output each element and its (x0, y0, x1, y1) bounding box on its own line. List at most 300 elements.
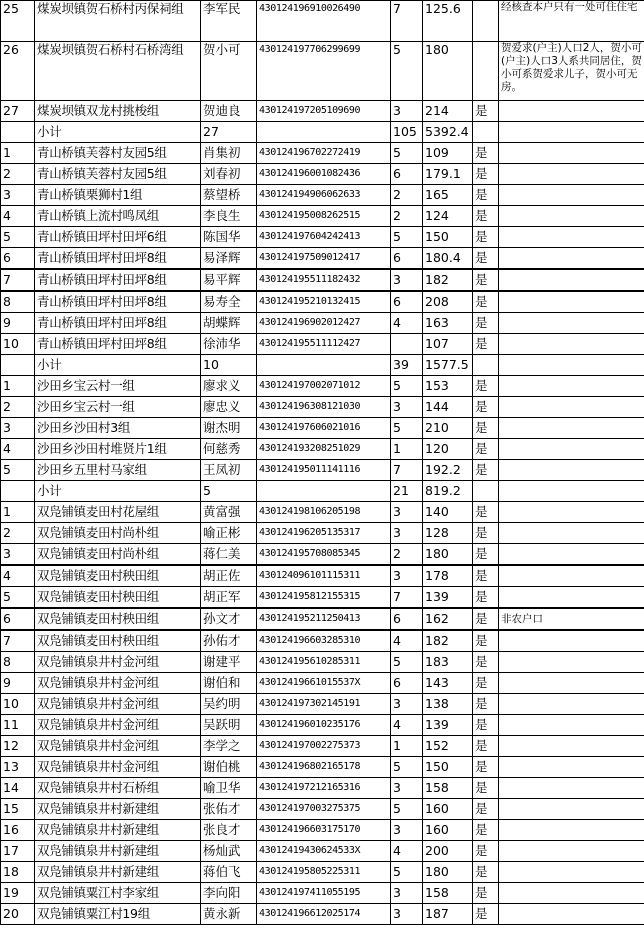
table-row (1, 334, 644, 355)
household-size-cell: 5 (391, 376, 423, 397)
remark-cell (499, 757, 644, 778)
confirmed-flag-cell: 是 (473, 673, 499, 694)
area-cell: 214 (423, 101, 473, 122)
household-size-cell: 3 (391, 820, 423, 841)
area-cell: 150 (423, 227, 473, 248)
confirmed-flag-cell: 是 (473, 101, 499, 122)
address-cell: 双凫铺镇泉井村新建组 (35, 841, 201, 862)
address-cell: 沙田乡沙田村堆贤片1组 (35, 439, 201, 460)
area-cell: 124 (423, 206, 473, 227)
address-cell: 双凫铺镇泉井村新建组 (35, 862, 201, 883)
table-row (1, 630, 644, 652)
remark-cell (499, 481, 644, 502)
remark-cell (499, 355, 644, 376)
address-cell: 双凫铺镇麦田村尚朴组 (35, 523, 201, 544)
remark-cell (499, 694, 644, 715)
row-number: 1 (1, 376, 35, 397)
confirmed-flag-cell: 是 (473, 418, 499, 439)
address-cell: 煤炭坝镇贺石桥村丙保祠组 (35, 1, 201, 42)
remark-cell (499, 206, 644, 227)
confirmed-flag-cell (473, 355, 499, 376)
id-number-cell: 430124196308121030 (257, 397, 391, 418)
row-number: 8 (1, 291, 35, 313)
row-number: 7 (1, 269, 35, 291)
address-cell: 双凫铺镇泉井村金河组 (35, 736, 201, 757)
household-size-cell: 1 (391, 439, 423, 460)
remark-cell (499, 652, 644, 673)
remark-cell (499, 841, 644, 862)
address-cell: 青山桥镇田坪村田坪8组 (35, 313, 201, 334)
id-number-cell: 430124197212165316 (257, 778, 391, 799)
confirmed-flag-cell: 是 (473, 778, 499, 799)
remark-cell (499, 544, 644, 566)
id-number-cell: 430124196205135317 (257, 523, 391, 544)
remark-cell (499, 799, 644, 820)
area-cell: 210 (423, 418, 473, 439)
row-number: 2 (1, 397, 35, 418)
remark-cell (499, 883, 644, 904)
address-cell: 青山桥镇田坪村田坪8组 (35, 334, 201, 355)
address-cell: 双凫铺镇麦田村秧田组 (35, 565, 201, 587)
address-cell: 双凫铺镇麦田村尚朴组 (35, 544, 201, 566)
confirmed-flag-cell: 是 (473, 757, 499, 778)
table-row (1, 841, 644, 862)
household-size-cell: 3 (391, 397, 423, 418)
address-cell: 双凫铺镇泉井村金河组 (35, 757, 201, 778)
remark-cell (499, 291, 644, 313)
name-cell: 贺小可 (201, 42, 257, 101)
confirmed-flag-cell (473, 1, 499, 42)
household-size-cell: 5 (391, 143, 423, 164)
id-number-cell: 430124195708085345 (257, 544, 391, 566)
remark-cell (499, 376, 644, 397)
table-row (1, 778, 644, 799)
name-cell: 蒋仁美 (201, 544, 257, 566)
household-size-cell: 4 (391, 841, 423, 862)
table-row (1, 565, 644, 587)
id-number-cell: 430124195210132415 (257, 291, 391, 313)
area-cell: 819.2 (423, 481, 473, 502)
table-body (1, 1, 644, 925)
confirmed-flag-cell: 是 (473, 630, 499, 652)
subtotal-row (1, 355, 644, 376)
table-row (1, 269, 644, 291)
table-row (1, 694, 644, 715)
name-cell: 谢伯桃 (201, 757, 257, 778)
address-cell: 双凫铺镇泉井村金河组 (35, 694, 201, 715)
id-number-cell: 430124196802165178 (257, 757, 391, 778)
household-size-cell: 5 (391, 799, 423, 820)
household-size-cell: 7 (391, 587, 423, 609)
confirmed-flag-cell: 是 (473, 164, 499, 185)
household-size-cell: 3 (391, 502, 423, 523)
row-number: 25 (1, 1, 35, 42)
id-number-cell (257, 122, 391, 143)
household-size-cell: 7 (391, 1, 423, 42)
name-cell: 吴跃明 (201, 715, 257, 736)
confirmed-flag-cell: 是 (473, 565, 499, 587)
area-cell: 180 (423, 42, 473, 101)
id-number-cell: 430124196902012427 (257, 313, 391, 334)
remark-cell (499, 523, 644, 544)
area-cell: 139 (423, 587, 473, 609)
name-cell: 5 (201, 481, 257, 502)
id-number-cell: 430124197604242413 (257, 227, 391, 248)
name-cell: 喻正彬 (201, 523, 257, 544)
household-size-cell: 2 (391, 206, 423, 227)
area-cell: 179.1 (423, 164, 473, 185)
remark-cell (499, 164, 644, 185)
table-row (1, 652, 644, 673)
name-cell: 廖求义 (201, 376, 257, 397)
id-number-cell: 430124197003275375 (257, 799, 391, 820)
row-number: 10 (1, 694, 35, 715)
row-number: 26 (1, 42, 35, 101)
id-number-cell (257, 481, 391, 502)
household-size-cell: 4 (391, 630, 423, 652)
subtotal-row (1, 481, 644, 502)
row-number: 17 (1, 841, 35, 862)
row-number: 13 (1, 757, 35, 778)
area-cell: 180.4 (423, 248, 473, 270)
household-size-cell: 5 (391, 42, 423, 101)
address-cell: 青山桥镇上流村鸣凤组 (35, 206, 201, 227)
remark-cell (499, 418, 644, 439)
confirmed-flag-cell: 是 (473, 460, 499, 481)
address-cell: 小计 (35, 481, 201, 502)
confirmed-flag-cell (473, 122, 499, 143)
name-cell: 张良才 (201, 820, 257, 841)
area-cell: 160 (423, 820, 473, 841)
id-number-cell: 430124195812155315 (257, 587, 391, 609)
remark-cell (499, 736, 644, 757)
table-row (1, 757, 644, 778)
confirmed-flag-cell: 是 (473, 143, 499, 164)
table-row (1, 227, 644, 248)
table-row (1, 397, 644, 418)
name-cell: 黄富强 (201, 502, 257, 523)
remark-cell (499, 122, 644, 143)
address-cell: 双凫铺镇麦田村花屋组 (35, 502, 201, 523)
name-cell: 孙文才 (201, 608, 257, 630)
household-size-cell: 3 (391, 565, 423, 587)
remark-cell (499, 101, 644, 122)
address-cell: 青山桥镇田坪村田坪6组 (35, 227, 201, 248)
household-size-cell: 2 (391, 185, 423, 206)
confirmed-flag-cell: 是 (473, 587, 499, 609)
address-cell: 沙田乡沙田村3组 (35, 418, 201, 439)
confirmed-flag-cell: 是 (473, 334, 499, 355)
id-number-cell: 430124195008262515 (257, 206, 391, 227)
row-number: 2 (1, 523, 35, 544)
area-cell: 107 (423, 334, 473, 355)
area-cell: 144 (423, 397, 473, 418)
name-cell: 肖集初 (201, 143, 257, 164)
name-cell: 胡正军 (201, 587, 257, 609)
address-cell: 双凫铺镇粟江村李家组 (35, 883, 201, 904)
row-number: 9 (1, 673, 35, 694)
id-number-cell: 430124196702272419 (257, 143, 391, 164)
area-cell: 150 (423, 757, 473, 778)
address-cell: 青山桥镇田坪村田坪8组 (35, 248, 201, 270)
area-cell: 120 (423, 439, 473, 460)
household-size-cell: 5 (391, 757, 423, 778)
id-number-cell: 430124197509012417 (257, 248, 391, 270)
name-cell: 黄永新 (201, 904, 257, 925)
remark-cell (499, 587, 644, 609)
row-number: 16 (1, 820, 35, 841)
table-row (1, 1, 644, 42)
confirmed-flag-cell: 是 (473, 862, 499, 883)
row-number: 8 (1, 652, 35, 673)
id-number-cell: 430124196612025174 (257, 904, 391, 925)
name-cell: 李学之 (201, 736, 257, 757)
name-cell: 何慈秀 (201, 439, 257, 460)
area-cell: 162 (423, 608, 473, 630)
household-size-cell: 5 (391, 418, 423, 439)
row-number: 15 (1, 799, 35, 820)
address-cell: 小计 (35, 122, 201, 143)
area-cell: 182 (423, 269, 473, 291)
id-number-cell: 430124195511112427 (257, 334, 391, 355)
table-row (1, 460, 644, 481)
table-row (1, 248, 644, 270)
area-cell: 200 (423, 841, 473, 862)
row-number: 4 (1, 206, 35, 227)
row-number: 6 (1, 608, 35, 630)
name-cell: 胡蝶辉 (201, 313, 257, 334)
confirmed-flag-cell (473, 481, 499, 502)
row-number: 3 (1, 185, 35, 206)
confirmed-flag-cell: 是 (473, 883, 499, 904)
name-cell: 谢杰明 (201, 418, 257, 439)
table-row (1, 418, 644, 439)
table-row (1, 799, 644, 820)
table-row (1, 544, 644, 566)
remark-cell (499, 565, 644, 587)
confirmed-flag-cell: 是 (473, 820, 499, 841)
household-size-cell: 6 (391, 291, 423, 313)
address-cell: 青山桥镇栗狮村1组 (35, 185, 201, 206)
address-cell: 小计 (35, 355, 201, 376)
confirmed-flag-cell: 是 (473, 376, 499, 397)
area-cell: 152 (423, 736, 473, 757)
id-number-cell: 430124197606021016 (257, 418, 391, 439)
name-cell: 喻卫华 (201, 778, 257, 799)
row-number: 7 (1, 630, 35, 652)
area-cell: 178 (423, 565, 473, 587)
area-cell: 140 (423, 502, 473, 523)
household-size-cell: 6 (391, 248, 423, 270)
remark-cell: 贺爱求(户主)人口2人，贺小可(户主)人口3人系共同居住，贺小可系贺爱求儿子，贺小可无房。 (499, 42, 644, 101)
id-number-cell: 43012419430624533X (257, 841, 391, 862)
table-row (1, 715, 644, 736)
name-cell: 蔡望桥 (201, 185, 257, 206)
row-number: 1 (1, 143, 35, 164)
name-cell: 陈国华 (201, 227, 257, 248)
table-row (1, 164, 644, 185)
subtotal-row (1, 122, 644, 143)
table-row (1, 502, 644, 523)
household-size-cell: 3 (391, 694, 423, 715)
name-cell: 易寿全 (201, 291, 257, 313)
table-row (1, 523, 644, 544)
id-number-cell: 43012419661015537X (257, 673, 391, 694)
id-number-cell: 430124193208251029 (257, 439, 391, 460)
remark-cell (499, 630, 644, 652)
name-cell: 李向阳 (201, 883, 257, 904)
household-size-cell: 3 (391, 523, 423, 544)
confirmed-flag-cell: 是 (473, 523, 499, 544)
address-cell: 双凫铺镇泉井村石桥组 (35, 778, 201, 799)
name-cell: 刘春初 (201, 164, 257, 185)
area-cell: 187 (423, 904, 473, 925)
name-cell: 谢建平 (201, 652, 257, 673)
confirmed-flag-cell: 是 (473, 313, 499, 334)
row-number: 5 (1, 587, 35, 609)
table-row (1, 143, 644, 164)
remark-cell (499, 715, 644, 736)
area-cell: 158 (423, 883, 473, 904)
address-cell: 沙田乡宝云村一组 (35, 397, 201, 418)
remark-cell (499, 862, 644, 883)
area-cell: 160 (423, 799, 473, 820)
table-row (1, 883, 644, 904)
name-cell: 易泽辉 (201, 248, 257, 270)
id-number-cell: 430124197706299699 (257, 42, 391, 101)
id-number-cell: 430124198106205198 (257, 502, 391, 523)
table-row (1, 291, 644, 313)
confirmed-flag-cell: 是 (473, 269, 499, 291)
area-cell: 1577.5 (423, 355, 473, 376)
remark-cell (499, 248, 644, 270)
name-cell: 廖忠义 (201, 397, 257, 418)
confirmed-flag-cell: 是 (473, 694, 499, 715)
row-number: 27 (1, 101, 35, 122)
table-row (1, 820, 644, 841)
household-size-cell: 3 (391, 778, 423, 799)
row-number: 3 (1, 544, 35, 566)
name-cell: 王凤初 (201, 460, 257, 481)
table-row (1, 439, 644, 460)
name-cell: 蒋伯飞 (201, 862, 257, 883)
confirmed-flag-cell: 是 (473, 439, 499, 460)
id-number-cell: 430124195211250413 (257, 608, 391, 630)
name-cell: 徐沛华 (201, 334, 257, 355)
remark-cell (499, 143, 644, 164)
name-cell: 胡正佐 (201, 565, 257, 587)
row-number: 12 (1, 736, 35, 757)
id-number-cell: 430124096101115311 (257, 565, 391, 587)
area-cell: 5392.4 (423, 122, 473, 143)
row-number: 10 (1, 334, 35, 355)
area-cell: 192.2 (423, 460, 473, 481)
id-number-cell: 430124195805225311 (257, 862, 391, 883)
table-row (1, 206, 644, 227)
household-size-cell: 3 (391, 269, 423, 291)
area-cell: 183 (423, 652, 473, 673)
address-cell: 双凫铺镇泉井村金河组 (35, 673, 201, 694)
remark-cell (499, 313, 644, 334)
address-cell: 双凫铺镇泉井村新建组 (35, 820, 201, 841)
area-cell: 138 (423, 694, 473, 715)
remark-cell (499, 778, 644, 799)
name-cell: 贺迪良 (201, 101, 257, 122)
row-number: 6 (1, 248, 35, 270)
household-size-cell: 7 (391, 460, 423, 481)
area-cell: 158 (423, 778, 473, 799)
confirmed-flag-cell: 是 (473, 799, 499, 820)
address-cell: 青山桥镇芙蓉村友园5组 (35, 164, 201, 185)
household-size-cell: 5 (391, 652, 423, 673)
area-cell: 182 (423, 630, 473, 652)
area-cell: 180 (423, 544, 473, 566)
row-number (1, 481, 35, 502)
household-size-cell: 4 (391, 313, 423, 334)
remark-cell: 经核查本户只有一处可住住宅 (499, 1, 644, 42)
table-row (1, 313, 644, 334)
table-row (1, 904, 644, 925)
confirmed-flag-cell: 是 (473, 248, 499, 270)
name-cell: 27 (201, 122, 257, 143)
confirmed-flag-cell: 是 (473, 397, 499, 418)
table-row (1, 101, 644, 122)
name-cell: 张佑才 (201, 799, 257, 820)
address-cell: 煤炭坝镇贺石桥村石桥湾组 (35, 42, 201, 101)
id-number-cell: 430124197002071012 (257, 376, 391, 397)
name-cell: 李良生 (201, 206, 257, 227)
confirmed-flag-cell: 是 (473, 736, 499, 757)
remark-cell (499, 227, 644, 248)
household-size-cell: 5 (391, 862, 423, 883)
confirmed-flag-cell: 是 (473, 715, 499, 736)
remark-cell (499, 460, 644, 481)
name-cell: 易平辉 (201, 269, 257, 291)
row-number: 9 (1, 313, 35, 334)
remark-cell (499, 397, 644, 418)
row-number: 5 (1, 227, 35, 248)
address-cell: 双凫铺镇泉井村金河组 (35, 715, 201, 736)
row-number: 19 (1, 883, 35, 904)
address-cell: 双凫铺镇麦田村秧田组 (35, 587, 201, 609)
table-row (1, 42, 644, 101)
confirmed-flag-cell: 是 (473, 185, 499, 206)
row-number: 4 (1, 565, 35, 587)
row-number: 2 (1, 164, 35, 185)
confirmed-flag-cell: 是 (473, 206, 499, 227)
row-number: 14 (1, 778, 35, 799)
area-cell: 153 (423, 376, 473, 397)
area-cell: 163 (423, 313, 473, 334)
household-size-cell: 6 (391, 164, 423, 185)
address-cell: 双凫铺镇麦田村秧田组 (35, 630, 201, 652)
confirmed-flag-cell: 是 (473, 608, 499, 630)
id-number-cell: 430124195610285311 (257, 652, 391, 673)
table-row (1, 376, 644, 397)
id-number-cell: 430124196603285310 (257, 630, 391, 652)
name-cell: 谢伯和 (201, 673, 257, 694)
household-size-cell: 39 (391, 355, 423, 376)
id-number-cell (257, 355, 391, 376)
address-cell: 煤炭坝镇双龙村挑梭组 (35, 101, 201, 122)
household-size-cell: 21 (391, 481, 423, 502)
remark-cell (499, 185, 644, 206)
remark-cell (499, 334, 644, 355)
household-size-cell (391, 334, 423, 355)
household-size-cell: 3 (391, 883, 423, 904)
household-size-cell: 1 (391, 736, 423, 757)
remark-cell (499, 439, 644, 460)
